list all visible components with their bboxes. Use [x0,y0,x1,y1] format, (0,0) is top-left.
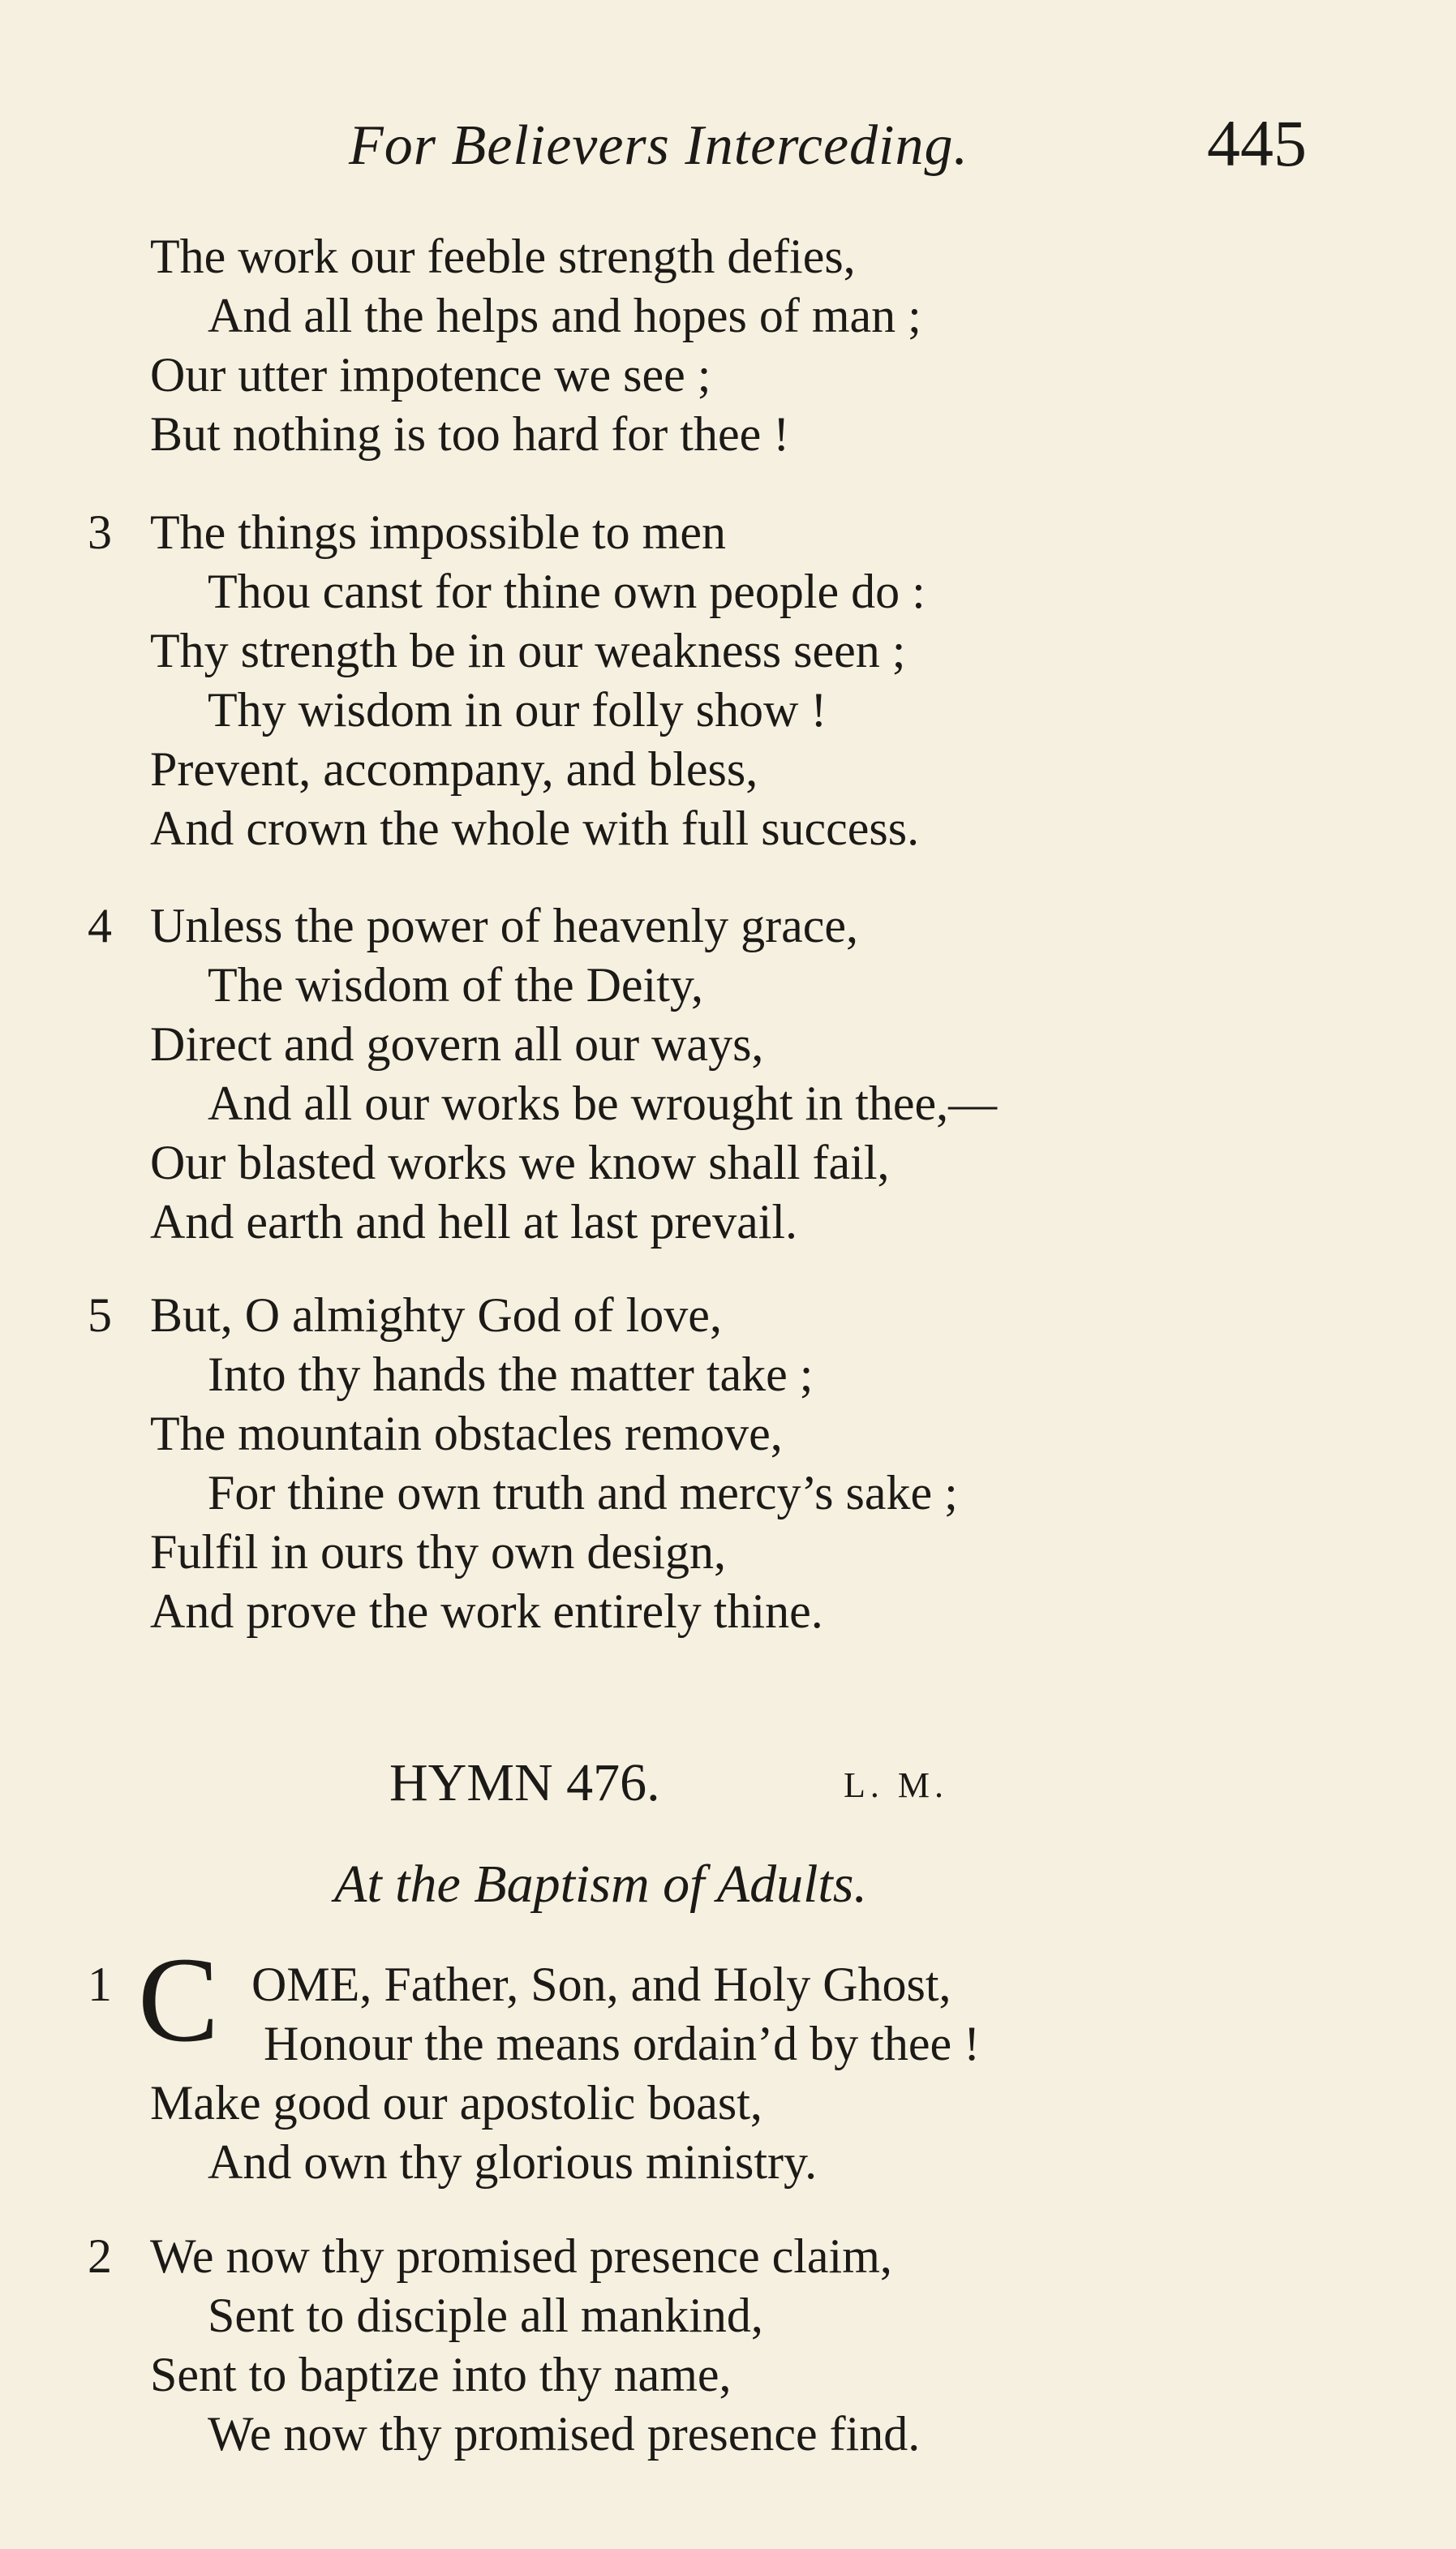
verse-line: And crown the whole with full success. [150,802,920,855]
verse-line: 1 C OME, Father, Son, and Holy Ghost, [88,1932,951,2067]
stanza-3 [0,503,1456,858]
verse-line: Sent to baptize into thy name, [150,2348,732,2401]
verse-line: The mountain obstacles remove, [150,1407,783,1460]
verse-line: And all our works be wrought in thee,— [208,1077,998,1130]
hymn-stanza-1 [0,1932,1456,2192]
verse-line: And prove the work entirely thine. [150,1584,823,1638]
running-title: For Believers Interceding. [349,114,969,177]
verse-line: Sent to disciple all mankind, [208,2289,763,2342]
verse-line: 5 But, O almighty God of love, [0,1286,1456,1345]
stanza-number: 5 [88,1288,112,1342]
verse-line: And all the helps and hopes of man ; [208,289,921,342]
hymn-stanza-2 [0,2227,1456,2464]
verse-line: Direct and govern all our ways, [150,1017,764,1071]
stanza-number: 4 [88,899,112,952]
stanza-number: 3 [88,505,112,559]
verse-line: 3 The things impossible to men [0,503,1456,562]
verse-line: Thy strength be in our weakness seen ; [150,624,906,677]
verse-line: Our blasted works we know shall fail, [150,1136,890,1189]
page-header [0,106,1456,187]
verse-line: 2 We now thy promised presence claim, [0,2227,1456,2286]
verse-line: Honour the means ordain’d by thee ! [264,2017,981,2070]
stanza-continued [0,227,1456,464]
verse-line: Thou canst for thine own people do : [208,565,926,618]
verse-line: Into thy hands the matter take ; [208,1348,814,1401]
stanza-5 [0,1286,1456,1641]
verse-line: The work our feeble strength defies, [150,230,856,283]
drop-cap: C [138,1932,220,2067]
verse-line: Thy wisdom in our folly show ! [208,683,827,737]
verse-line: The wisdom of the Deity, [208,958,703,1012]
verse-line: For thine own truth and mercy’s sake ; [208,1466,958,1520]
verse-line: Prevent, accompany, and bless, [150,742,758,796]
hymn-heading: HYMN 476. [389,1753,660,1812]
verse-line: And earth and hell at last prevail. [150,1195,798,1249]
hymn-meter: L. M. [844,1765,948,1805]
verse-line: But nothing is too hard for thee ! [150,407,790,461]
verse-line: Our utter impotence we see ; [150,348,711,402]
stanza-number: 1 [88,1958,112,2011]
verse-line: We now thy promised presence find. [208,2407,921,2461]
verse-line: 4 Unless the power of heavenly grace, [0,896,1456,956]
page-number: 445 [1207,106,1307,180]
stanza-number: 2 [88,2229,112,2283]
verse-line: Make good our apostolic boast, [150,2076,762,2130]
verse-line: And own thy glorious ministry. [208,2135,818,2189]
hymn-subtitle: At the Baptism of Adults. [334,1855,867,1914]
stanza-4 [0,896,1456,1252]
verse-line: Fulfil in ours thy own design, [150,1525,727,1579]
